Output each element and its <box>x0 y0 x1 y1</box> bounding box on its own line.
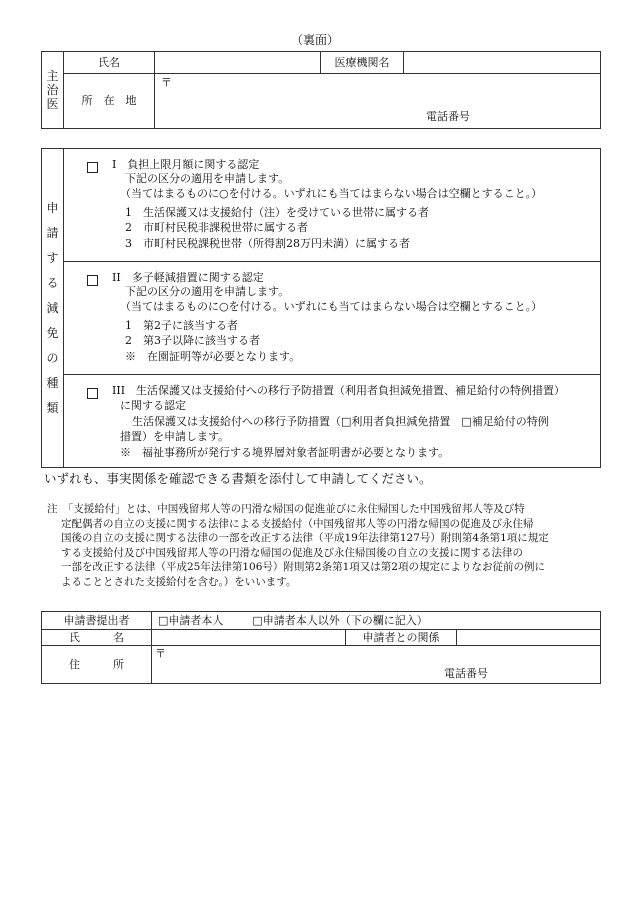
section-II-line: 下記の区分の適用を申請します。 <box>125 285 290 298</box>
submitter-name-label: 氏 名 <box>42 630 152 646</box>
doctor-name-label: 氏名 <box>64 52 155 74</box>
postal-mark: 〒 <box>161 76 172 89</box>
section-II-option-1[interactable]: 1 第2子に該当する者 <box>125 319 238 332</box>
section-III-line: 措置）を申請します。 <box>120 430 230 443</box>
postal-mark: 〒 <box>155 647 166 660</box>
section-II-line: （当てはまるものに○を付ける。いずれにも当てはまらない場合は空欄とすること。） <box>120 300 543 313</box>
section-II-title: II 多子軽減措置に関する認定 <box>112 271 264 284</box>
option-other[interactable]: □申請者本人以外（下の欄に記入） <box>252 613 428 627</box>
application-section-label: 申 請 す る 減 免 の 種 類 <box>42 149 64 468</box>
section-I-checkbox[interactable] <box>87 162 98 173</box>
note-block <box>47 502 549 590</box>
page-title: （裏面） <box>290 33 339 47</box>
submitter-name-field[interactable] <box>152 630 346 646</box>
doctor-section-label: 主 治 医 <box>42 52 64 129</box>
note-line: 国後の自立の支援に関する法律の一部を改正する法律（平成19年法律第127号）附則第4条第1項に規定 <box>61 532 549 545</box>
section-I-option-1[interactable]: 1 生活保護又は支援給付（注）を受けている世帯に属する者 <box>125 206 429 219</box>
section-I-option-2[interactable]: 2 市町村民税非課税世帯に属する者 <box>125 221 308 234</box>
submitter-label: 申請書提出者 <box>42 612 152 630</box>
section-III-checkbox[interactable] <box>87 388 98 399</box>
institution-field[interactable] <box>404 52 601 74</box>
note-line: 注 「支援給付」とは、中国残留邦人等の円滑な帰国の促進並びに永住帰国した中国残留邦人等及び特 <box>47 503 525 515</box>
section-I <box>64 149 600 262</box>
doctor-table <box>41 51 601 129</box>
section-I-line: （当てはまるものに○を付ける。いずれにも当てはまらない場合は空欄とすること。） <box>120 187 543 200</box>
note-line: 一部を改正する法律（平成25年法律第106号）附則第2条第1項又は第2項の規定によりなお従前の例に <box>61 561 545 574</box>
section-I-title: I 負担上限月額に関する認定 <box>112 158 260 171</box>
submitter-address-label: 住 所 <box>42 646 152 684</box>
note-line: よることとされた支援給付を含む。）をいいます。 <box>61 575 297 588</box>
section-III <box>64 375 600 467</box>
section-III-note: ※ 福祉事務所が発行する境界層対象者証明書が必要となります。 <box>120 446 450 459</box>
section-III-line: に関する認定 <box>120 399 186 412</box>
institution-label: 医療機関名 <box>321 52 404 74</box>
relation-field[interactable] <box>457 630 601 646</box>
section-II-checkbox[interactable] <box>87 275 98 286</box>
option-self[interactable]: □申請者本人 <box>158 613 224 627</box>
section-II <box>64 262 600 375</box>
note-line: 定配偶者の自立の支援に関する法律による支援給付（中国残留邦人等の円滑な帰国の促進及び永住帰 <box>61 517 534 530</box>
doctor-phone-label: 電話番号 <box>426 110 470 123</box>
note-line: する支援給付及び中国残留邦人等の円滑な帰国の促進及び永住帰国後の自立の支援に関する法律の <box>61 546 523 559</box>
application-table <box>41 148 601 468</box>
section-I-option-3[interactable]: 3 市町村民税課税世帯（所得割28万円未満）に属する者 <box>125 237 410 250</box>
section-II-option-2[interactable]: 2 第3子以降に該当する者 <box>125 334 260 347</box>
submitter-address-field[interactable] <box>152 646 601 684</box>
doctor-address-field[interactable] <box>155 74 601 129</box>
section-III-line: 生活保護又は支援給付への移行予防措置（□利用者負担減免措置 □補足給付の特例 <box>132 415 549 428</box>
instruction-text: いずれも、事実関係を確認できる書類を添付して申請してください。 <box>44 471 432 486</box>
section-I-line: 下記の区分の適用を申請します。 <box>125 172 290 185</box>
relation-label: 申請者との関係 <box>346 630 457 646</box>
section-III-title: III 生活保護又は支援給付への移行予防措置（利用者負担減免措置、補足給付の特例措置） <box>112 384 566 397</box>
submitter-options <box>152 612 601 630</box>
doctor-name-field[interactable] <box>155 52 321 74</box>
doctor-address-label: 所 在 地 <box>64 74 155 129</box>
submitter-table <box>41 611 601 684</box>
section-II-note: ※ 在園証明等が必要となります。 <box>125 350 301 363</box>
submitter-phone-label: 電話番号 <box>444 667 488 680</box>
